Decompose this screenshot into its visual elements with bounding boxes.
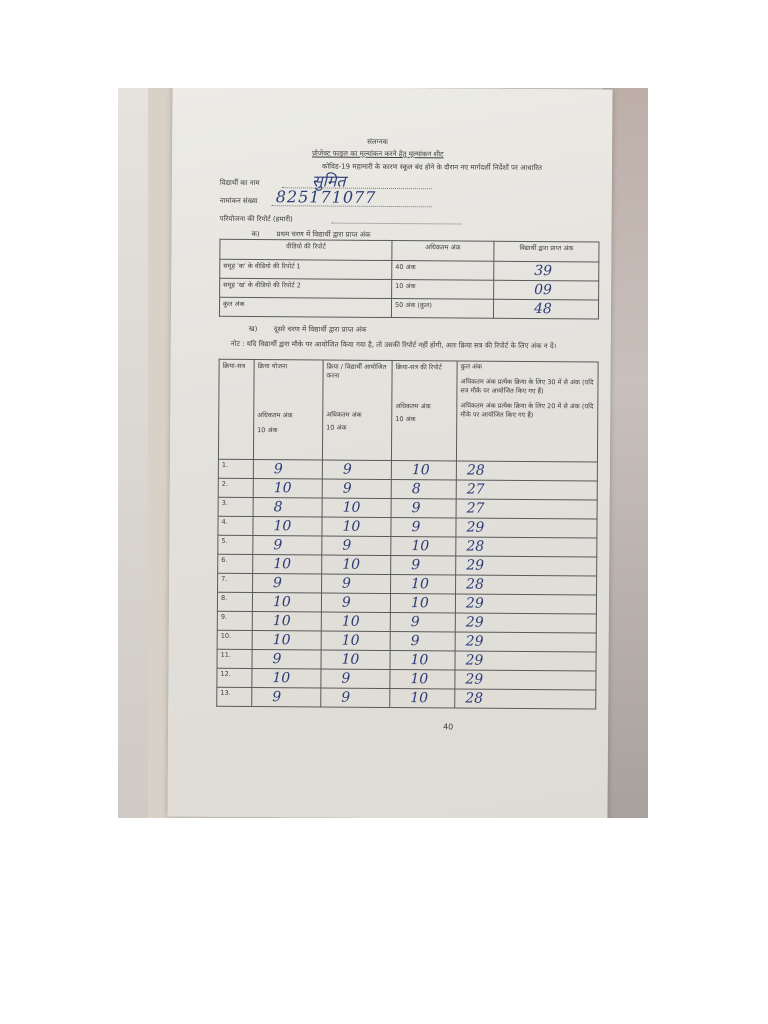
report-score: 9: [411, 519, 421, 536]
header-line-1: संलग्नक: [367, 137, 388, 146]
section-b-header-row: [218, 359, 598, 462]
table-row: [217, 687, 596, 709]
table-row: [218, 573, 597, 595]
plan-score: 9: [272, 651, 282, 668]
section-a-max: 50 अंक (कुल): [391, 299, 493, 319]
section-a-score: 09: [534, 282, 553, 299]
conduct-score: 9: [341, 689, 351, 706]
table-row: [220, 259, 599, 281]
paper-sheet: [167, 88, 612, 818]
col-plan-max-value: 10 अंक: [257, 426, 278, 435]
section-a-title: प्रथम चरण में विद्यार्थी द्वारा प्राप्त अंक: [276, 230, 371, 239]
conduct-score: 10: [342, 518, 361, 535]
session-number: 7.: [221, 574, 228, 583]
total-score: 29: [465, 652, 484, 669]
table-row: [218, 459, 597, 481]
conduct-score: 9: [342, 461, 352, 478]
plan-score: 10: [272, 670, 291, 687]
background-left: [118, 88, 148, 818]
section-a-max: 40 अंक: [392, 261, 494, 281]
report-score: 10: [410, 595, 429, 612]
project-line: [332, 223, 462, 225]
col-total-header: कुल अंक: [460, 362, 483, 371]
section-a-max: 10 अंक: [392, 280, 494, 300]
report-score: 10: [410, 690, 429, 707]
col-conduct-header: क्रिया / विद्यार्थी आयोजित करना: [326, 362, 387, 380]
header-line-3: कोविड-19 महामारी के कारण स्कूल बंद होने के दौरान नए मार्गदर्शी निर्देशों पर आधारित: [321, 162, 543, 173]
report-score: 10: [410, 671, 429, 688]
table-row: [219, 297, 598, 319]
plan-score: 9: [272, 689, 282, 706]
report-score: 10: [411, 538, 430, 555]
section-a-header-2: अधिकतम अंक: [392, 241, 494, 262]
conduct-score: 10: [341, 613, 360, 630]
session-number: 3.: [221, 498, 228, 507]
total-score: 29: [466, 557, 485, 574]
conduct-score: 10: [342, 499, 361, 516]
page-number: 40: [443, 722, 454, 732]
report-score: 8: [411, 481, 421, 498]
table-row: [217, 592, 596, 614]
section-a-header-row: [220, 239, 599, 262]
conduct-score: 9: [341, 594, 351, 611]
table-row: [218, 478, 597, 500]
report-score: 10: [411, 462, 430, 479]
conduct-score: 10: [341, 632, 360, 649]
header-line-2: प्रोजेक्ट फाइल का मूल्यांकन करने हेतु मूल्यांकन शीट: [312, 149, 444, 159]
enroll-value: 825171077: [275, 187, 377, 207]
section-b-title: दूसरे चरण में विद्यार्थी द्वारा प्राप्त अंक: [273, 325, 367, 334]
plan-score: 10: [273, 518, 292, 535]
report-score: 9: [410, 633, 420, 650]
table-row: [220, 278, 599, 300]
table-row: [218, 535, 597, 557]
section-a-score: 48: [533, 301, 552, 318]
session-number: 1.: [221, 460, 229, 469]
session-number: 2.: [221, 479, 229, 488]
session-number: 11.: [220, 650, 231, 659]
document-photo: [118, 88, 648, 818]
plan-score: 9: [273, 537, 283, 554]
session-number: 6.: [221, 555, 228, 564]
col-report-max-value: 10 अंक: [395, 415, 416, 424]
col-total-note-2: अधिकतम अंक प्रत्येक क्रिया के लिए 20 में से अंक (यदि मौके पर आयोजित किए गए हैं): [460, 401, 594, 419]
col-report-header: क्रिया-सत्र की रिपोर्ट: [395, 363, 442, 372]
table-row: [217, 668, 596, 690]
total-score: 27: [466, 500, 485, 517]
conduct-score: 9: [342, 575, 352, 592]
evaluation-sheet: [167, 88, 612, 818]
section-a-table: [219, 239, 600, 320]
session-number: 5.: [221, 536, 228, 545]
project-label: परियोजना की रिपोर्ट (हमारी): [219, 214, 293, 224]
plan-score: 10: [272, 613, 291, 630]
section-b-note: नोट : यदि विद्यार्थी द्वारा मौके पर आयोजित किया गया है, तो उसकी रिपोर्ट नहीं होगी, अतः क्रिया सत्र की रिपोर्ट के लिए अंक न दें।: [230, 339, 557, 351]
section-a-score: 39: [534, 263, 553, 280]
total-score: 28: [466, 538, 485, 555]
col-total-note-1: अधिकतम अंक प्रत्येक क्रिया के लिए 30 में से अंक (यदि सत्र मौके पर आयोजित किए गए हैं): [460, 377, 594, 396]
total-score: 27: [466, 481, 485, 498]
session-number: 10.: [220, 631, 232, 640]
conduct-score: 9: [342, 537, 352, 554]
table-row: [218, 516, 597, 538]
section-b-table: [216, 359, 598, 710]
plan-score: 9: [273, 461, 283, 478]
section-a-label: क): [251, 230, 260, 239]
plan-score: 10: [272, 594, 291, 611]
col-session-header: क्रिया-सत्र: [218, 359, 254, 459]
session-number: 8.: [220, 593, 228, 602]
section-a-item: कुल अंक: [219, 297, 391, 317]
section-a-header-3: विद्यार्थी द्वारा प्राप्त अंक: [494, 241, 599, 262]
table-row: [217, 630, 596, 652]
plan-score: 10: [273, 556, 292, 573]
col-plan-header: क्रिया योजना: [257, 362, 288, 371]
student-name-label: विद्यार्थी का नाम: [219, 178, 260, 188]
section-a-item: समूह 'ख' के वीडियो की रिपोर्ट 2: [220, 278, 392, 298]
enroll-label: नामांकन संख्या: [219, 196, 258, 206]
table-row: [217, 649, 596, 671]
conduct-score: 10: [342, 556, 361, 573]
report-score: 10: [410, 652, 429, 669]
session-number: 4.: [221, 517, 228, 526]
session-number: 12.: [220, 669, 231, 678]
total-score: 28: [465, 690, 484, 707]
total-score: 29: [465, 595, 484, 612]
session-number: 13.: [220, 688, 231, 697]
report-score: 9: [410, 614, 420, 631]
section-a-header-1: वीडियो की रिपोर्ट: [220, 239, 392, 260]
table-row: [218, 554, 597, 576]
total-score: 29: [465, 671, 484, 688]
section-a-item: समूह 'क' के वीडियो की रिपोर्ट 1: [220, 259, 392, 279]
total-score: 28: [466, 462, 485, 479]
conduct-score: 9: [341, 670, 351, 687]
plan-score: 10: [273, 480, 292, 497]
table-row: [218, 497, 597, 519]
report-score: 9: [411, 557, 421, 574]
section-b-label: ख): [248, 325, 258, 334]
total-score: 29: [466, 519, 485, 536]
student-name-value: सुमित: [311, 171, 346, 191]
conduct-score: 10: [341, 651, 360, 668]
total-score: 28: [466, 576, 484, 593]
report-score: 9: [411, 500, 421, 517]
total-score: 29: [465, 614, 484, 631]
plan-score: 9: [273, 575, 283, 592]
total-score: 29: [465, 633, 484, 650]
session-number: 9.: [220, 612, 228, 621]
table-row: [217, 611, 596, 633]
conduct-score: 9: [342, 480, 352, 497]
plan-score: 8: [273, 499, 283, 516]
plan-score: 10: [272, 632, 291, 649]
col-conduct-max: अधिकतम अंक: [326, 410, 362, 419]
report-score: 10: [411, 576, 429, 593]
col-plan-max: अधिकतम अंक: [257, 411, 293, 420]
col-conduct-max-value: 10 अंक: [326, 423, 347, 432]
col-report-max: अधिकतम अंक: [395, 402, 431, 411]
